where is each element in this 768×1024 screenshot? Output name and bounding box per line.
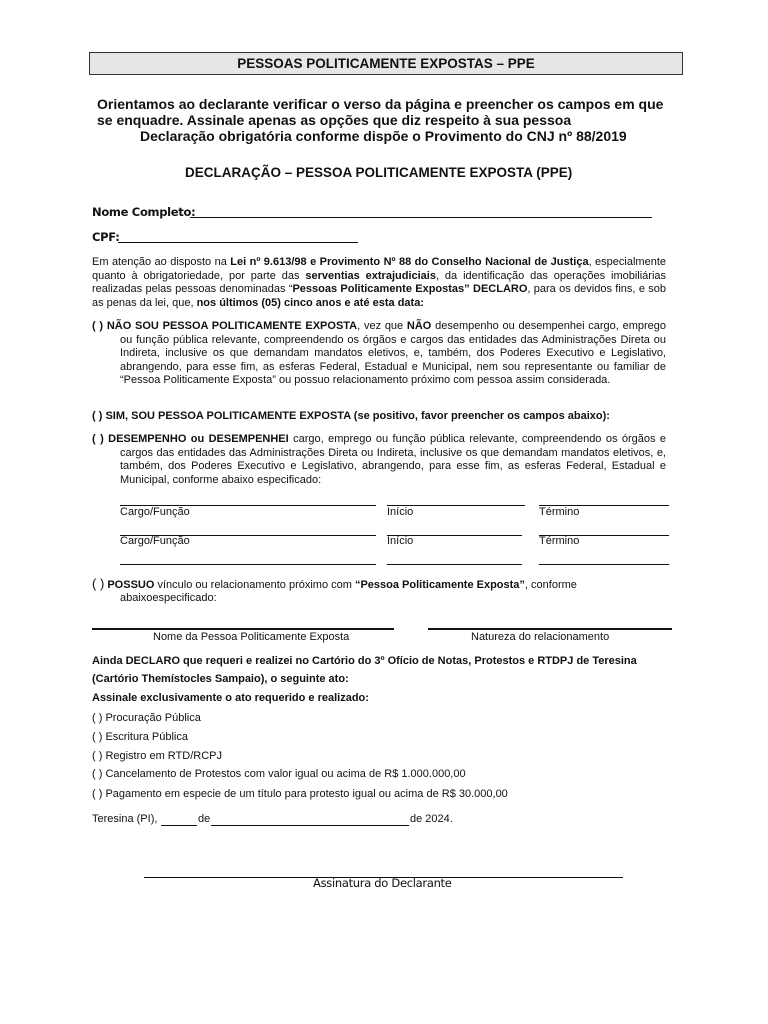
- cargo-label-2: Cargo/Função: [120, 535, 190, 547]
- option-possuo-line-2: abaixoespecificado:: [120, 592, 217, 604]
- option-nao-checkbox: ( ): [92, 320, 104, 332]
- declaration-heading: DECLARAÇÃO – PESSOA POLITICAMENTE EXPOSTA (PPE): [185, 165, 573, 180]
- cpf-field[interactable]: [118, 242, 358, 243]
- inicio-label-2: Início: [387, 535, 414, 547]
- ainda-line-3: Assinale exclusivamente o ato requerido e realizado:: [92, 692, 369, 704]
- cargo-field-3[interactable]: [120, 564, 376, 565]
- natureza-label: Natureza do relacionamento: [471, 631, 610, 643]
- month-field[interactable]: [211, 825, 409, 826]
- cpf-label: CPF:: [92, 230, 120, 244]
- ainda-line-1: Ainda DECLARO que requeri e realizei no Cartório do 3º Ofício de Notas, Protestos e RTDPJ de Teresina: [92, 655, 637, 667]
- day-field[interactable]: [161, 825, 197, 826]
- intro-line-2: se enquadre. Assinale apenas as opções que diz respeito à sua pessoa: [97, 112, 572, 128]
- nome-field[interactable]: [190, 217, 652, 218]
- natureza-field[interactable]: [428, 628, 672, 630]
- cargo-label-1: Cargo/Função: [120, 506, 190, 518]
- termino-label-1: Término: [539, 506, 580, 518]
- option-desempenho[interactable]: ( ) DESEMPENHO ou DESEMPENHEI cargo, emprego ou função pública relevante, compreendendo os órgãos e cargos das entidades das Administrações Direta ou Indireta, inclusive os que demandam mandatos eletivos, e, também, dos Poderes Executivo e Legislativo, abrangendo, para esse fim, as esferas Federal, Estadual e Municipal, conforme abaixo especificado:: [92, 433, 667, 486]
- ato-procuracao[interactable]: ( ) Procuração Pública: [92, 712, 201, 724]
- ato-pagamento[interactable]: ( ) Pagamento em especie de um título para protesto igual ou acima de R$ 30.000,00: [92, 788, 508, 800]
- option-possuo[interactable]: ( ) POSSUO vínculo ou relacionamento próximo com “Pessoa Politicamente Exposta”, conforme: [92, 576, 577, 591]
- ato-registro[interactable]: ( ) Registro em RTD/RCPJ: [92, 750, 222, 762]
- termino-field-3[interactable]: [539, 564, 669, 565]
- date-place: Teresina (PI),: [92, 813, 158, 825]
- date-year: de 2024.: [410, 813, 453, 825]
- option-possuo-checkbox: ( ): [92, 576, 105, 591]
- option-sim-sou-ppe[interactable]: ( ) SIM, SOU PESSOA POLITICAMENTE EXPOSTA (se positivo, favor preencher os campos abaixo):: [92, 410, 610, 422]
- form-title: PESSOAS POLITICAMENTE EXPOSTAS – PPE: [89, 52, 683, 75]
- pessoa-nome-field[interactable]: [92, 628, 394, 630]
- option-nao-sou-ppe[interactable]: ( ) NÃO SOU PESSOA POLITICAMENTE EXPOSTA, vez que NÃO desempenho ou desempenhei cargo, emprego ou função pública relevante, compreendendo os órgãos e cargos das entidades das Administrações Direta ou Indireta, inclusive os que demandam mandatos eletivos, e, também, dos Poderes Executivo e Legislativo, abrangendo, para esse fim, as esferas Federal, Estadual e Municipal, nem sou representante ou familiar de “Pessoa Politicamente Exposta” ou possuo relacionamento próximo com pessoa assim considerada.: [92, 320, 666, 386]
- ainda-line-2: (Cartório Themístocles Sampaio), o seguinte ato:: [92, 673, 349, 685]
- signature-label: Assinatura do Declarante: [313, 876, 452, 890]
- nome-label: Nome Completo:: [92, 205, 196, 219]
- date-de: de: [198, 813, 211, 825]
- inicio-field-3[interactable]: [387, 564, 522, 565]
- ato-cancelamento[interactable]: ( ) Cancelamento de Protestos com valor igual ou acima de R$ 1.000.000,00: [92, 768, 466, 780]
- ato-escritura[interactable]: ( ) Escritura Pública: [92, 731, 188, 743]
- termino-label-2: Término: [539, 535, 580, 547]
- option-desempenho-checkbox: ( ): [92, 433, 104, 445]
- attention-paragraph: Em atenção ao disposto na Lei nº 9.613/98 e Provimento Nº 88 do Conselho Nacional de Justiça, especialmente quanto à obrigatoriedade, por parte das serventias extrajudiciais, da identificação das operações imobiliárias realizadas pelas pessoas denominadas “Pessoas Politicamente Expostas” DECLARO, para os devidos fins, e sob as penas da lei, que, nos últimos (05) cinco anos e até esta data:: [92, 256, 667, 309]
- pessoa-nome-label: Nome da Pessoa Politicamente Exposta: [153, 631, 350, 643]
- inicio-label-1: Início: [387, 506, 414, 518]
- intro-line-3: Declaração obrigatória conforme dispõe o Provimento do CNJ nº 88/2019: [140, 128, 627, 144]
- intro-line-1: Orientamos ao declarante verificar o verso da página e preencher os campos em que: [97, 96, 664, 112]
